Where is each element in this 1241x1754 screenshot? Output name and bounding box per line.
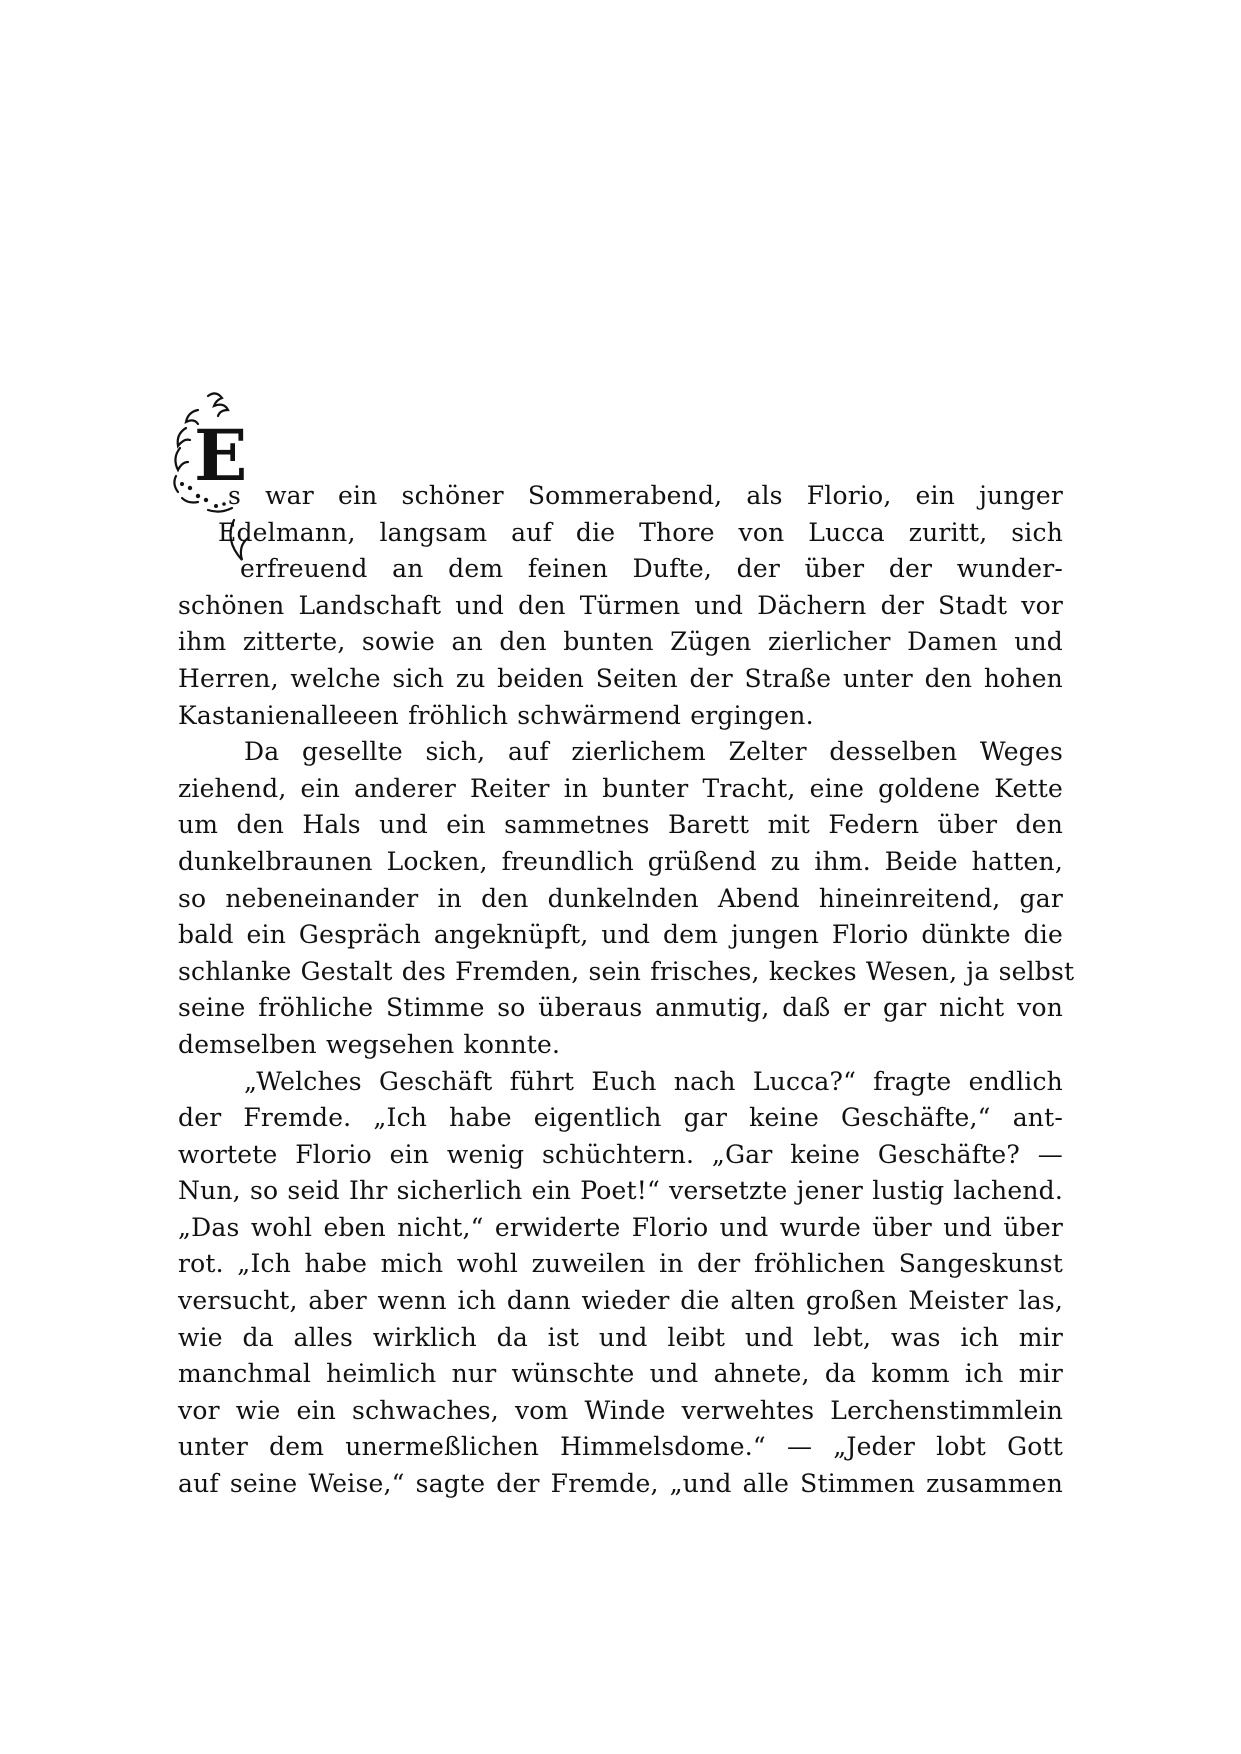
text-line: schlanke Gestalt des Fremden, sein frisches, keckes Wesen, ja selbst <box>178 956 1075 986</box>
text-line: ihm zitterte, sowie an den bunten Zügen zierlicher Damen und <box>178 627 1063 657</box>
paragraph-3 <box>178 1064 1063 1503</box>
text-line: Kastanienalleeen fröhlich schwärmend ergingen. <box>178 700 814 730</box>
text-line: bald ein Gespräch angeknüpft, und dem jungen Florio dünkte die <box>178 920 1063 950</box>
text-line: der Fremde. „Ich habe eigentlich gar keine Geschäfte,“ ant- <box>178 1103 1063 1133</box>
text-line: versucht, aber wenn ich dann wieder die alten großen Meister las, <box>178 1286 1063 1316</box>
text-line: demselben wegsehen konnte. <box>178 1029 561 1059</box>
paragraph-2 <box>178 734 1075 1063</box>
text-line: Edelmann, langsam auf die Thore von Lucca zuritt, sich <box>218 517 1063 547</box>
text-line: wortete Florio ein wenig schüchtern. „Gar keine Geschäfte? — <box>178 1139 1063 1169</box>
text-line: erfreuend an dem feinen Dufte, der über der wunder- <box>240 554 1063 584</box>
text-line: schönen Landschaft und den Türmen und Dächern der Stadt vor <box>178 590 1063 620</box>
text-line: unter dem unermeßlichen Himmelsdome.“ — „Jeder lobt Gott <box>178 1432 1063 1462</box>
text-line: dunkelbraunen Locken, freundlich grüßend zu ihm. Beide hatten, <box>178 846 1063 876</box>
text-line: so nebeneinander in den dunkelnden Abend hineinreitend, gar <box>178 883 1063 913</box>
text-line: um den Hals und ein sammetnes Barett mit Federn über den <box>178 810 1063 840</box>
text-line: „Welches Geschäft führt Euch nach Lucca?“ fragte endlich <box>244 1066 1063 1096</box>
text-line: seine fröhliche Stimme so überaus anmutig, daß er gar nicht von <box>178 993 1063 1023</box>
text-line: s war ein schöner Sommerabend, als Florio, ein junger <box>228 481 1063 510</box>
text-line: vor wie ein schwaches, vom Winde verwehtes Lerchenstimmlein <box>178 1395 1063 1425</box>
text-line: manchmal heimlich nur wünschte und ahnete, da komm ich mir <box>178 1359 1063 1389</box>
text-line: ziehend, ein anderer Reiter in bunter Tracht, eine goldene Kette <box>178 773 1063 803</box>
text-line: Herren, welche sich zu beiden Seiten der Straße unter den hohen <box>178 663 1063 693</box>
text-line: Nun, so seid Ihr sicherlich ein Poet!“ versetzte jener lustig lachend. <box>178 1176 1063 1206</box>
text-line: rot. „Ich habe mich wohl zuweilen in der fröhlichen Sangeskunst <box>178 1249 1063 1279</box>
text-line: Da gesellte sich, auf zierlichem Zelter desselben Weges <box>244 737 1063 767</box>
body-text <box>178 478 1075 1503</box>
text-line: „Das wohl eben nicht,“ erwiderte Florio und wurde über und über <box>178 1212 1063 1242</box>
initial-letter-text: E <box>194 414 248 497</box>
text-line: wie da alles wirklich da ist und leibt und lebt, was ich mir <box>178 1322 1063 1352</box>
text-line: auf seine Weise,“ sagte der Fremde, „und alle Stimmen zusammen <box>178 1469 1063 1499</box>
paragraph-1 <box>178 478 1063 734</box>
